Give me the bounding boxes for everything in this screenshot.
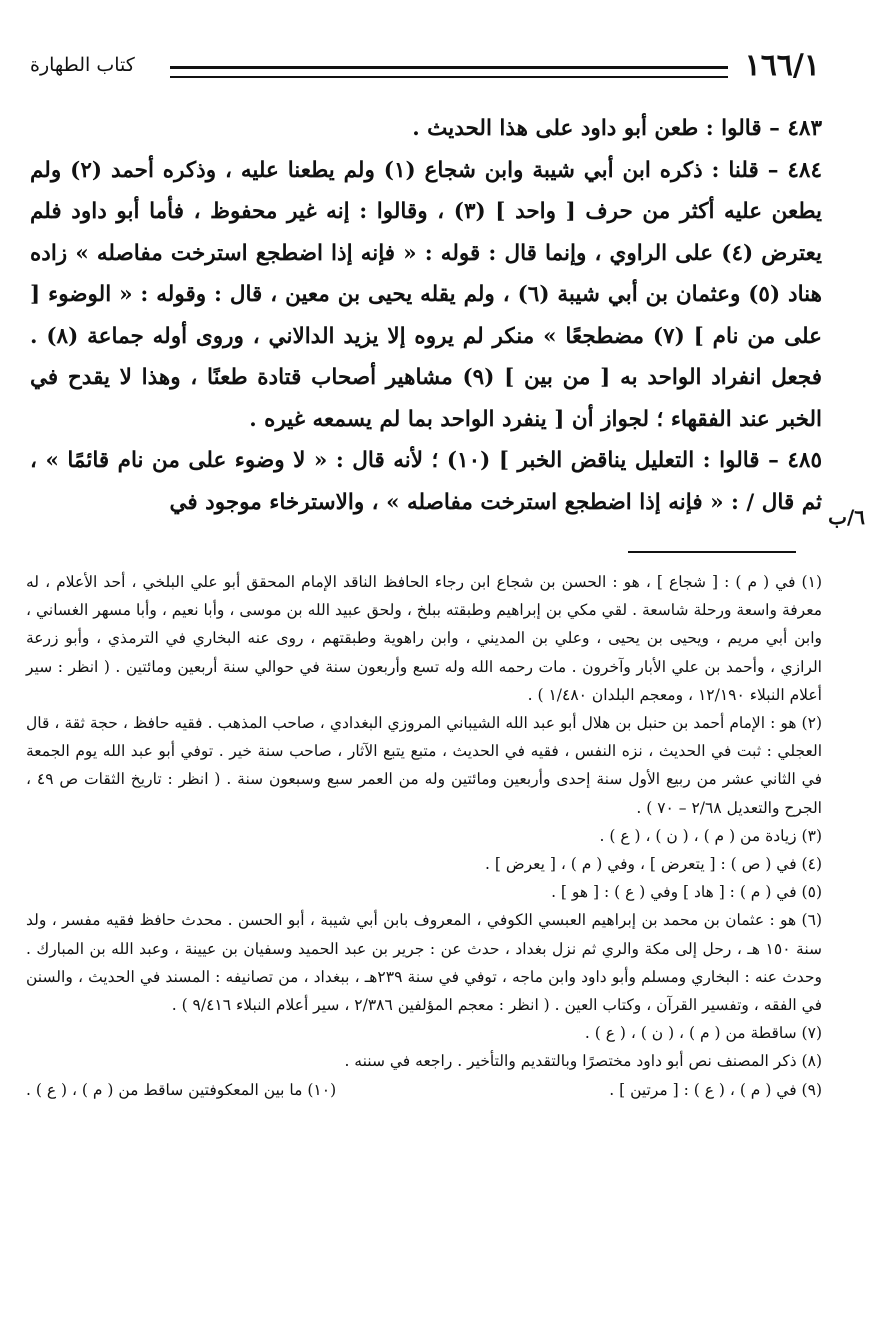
footnote-5: (٥) في ( م ) : [ هاد ] وفي ( ع ) : [ هو ] . xyxy=(551,883,822,902)
footnote-2: (٢) هو : الإمام أحمد بن حنبل بن هلال أبو عبد الله الشيباني المروزي البغدادي ، صاحب المذهب . فقيه حافظ ، حجة ثقة ، قال العجلي : ثبت في الحديث ، نزه النفس ، فقيه في الحديث ، متبع يتبع الآثار ، صاحب سنة خير . توفي أبو عبد الله يوم الجمعة في الثاني عشر من ربيع الأول سنة إحدى وأربعين ومائتين وله من العمر سبع وسبعون سنة . ( انظر : تاريخ الثقات ص ٤٩ ، الجرح والتعديل ٢/٦٨ – ٧٠ ) . xyxy=(26,714,822,817)
running-title: كتاب الطهارة xyxy=(30,54,135,76)
page-header xyxy=(30,48,820,88)
footnote-10: (١٠) ما بين المعكوفتين ساقط من ( م ) ، ( ع ) . xyxy=(26,1080,337,1099)
footnote-row-9-10 xyxy=(26,1076,822,1104)
paragraph-483: ٤٨٣ – قالوا : طعن أبو داود على هذا الحديث . xyxy=(412,116,822,141)
header-rule xyxy=(170,66,728,78)
footnotes xyxy=(26,568,822,1104)
footnote-8: (٨) ذكر المصنف نص أبو داود مختصرًا وبالتقديم والتأخير . راجعه في سننه . xyxy=(344,1052,822,1071)
footnote-separator xyxy=(628,551,796,553)
paragraph-484: ٤٨٤ – قلنا : ذكره ابن أبي شيبة وابن شجاع (١) ولم يطعنا عليه ، وذكره أحمد (٢) ولم يطعن عليه أكثر من حرف [ واحد ] (٣) ، وقالوا : إنه غير محفوظ ، فأما أبو داود فلم يعترض (٤) على الراوي ، وإنما قال : قوله : « فإنه إذا اضطجع استرخت مفاصله » زاده هناد (٥) وعثمان بن أبي شيبة (٦) ، ولم يقله يحيى بن معين ، قال : وقوله : « الوضوء [ على من نام ] (٧) مضطجعًا » منكر لم يروه إلا يزيد الدالاني ، وروى أوله جماعة (٨) . فجعل انفراد الواحد به [ من بين ] (٩) مشاهير أصحاب قتادة طعنًا ، وهذا لا يقدح في الخبر عند الفقهاء ؛ لجواز أن [ ينفرد الواحد بما لم يسمعه غيره . xyxy=(30,157,823,432)
page-number: ١٦٦/١ xyxy=(744,48,820,83)
main-text xyxy=(30,108,822,523)
footnote-1: (١) في ( م ) : [ شجاع ] ، هو : الحسن بن شجاع ابن رجاء الحافظ الناقد الإمام المحقق أبو علي البلخي ، أحد الأعلام ، له معرفة واسعة ورحلة شاسعة . لقي مكي بن إبراهيم وطبقته ببلخ ، ولحق عبيد الله بن موسى ، وأبا نعيم ، وأبا مسهر الغساني ، وابن أبي مريم ، ويحيى بن يحيى ، وعلي بن المديني ، وابن راهوية وطبقتهم ، روى عنه البخاري في الترمذي ، وأبو زرعة الرازي ، وأحمد بن علي الأبار وآخرون . مات رحمه الله وله تسع وأربعون سنة في حوالي سنة أربعين ومائتين . ( انظر : سير أعلام النبلاء ١٢/١٩٠ ، ومعجم البلدان ١/٤٨٠ ) . xyxy=(26,573,822,704)
footnote-4: (٤) في ( ص ) : [ يتعرض ] ، وفي ( م ) ، [ يعرض ] . xyxy=(485,855,822,874)
footnote-9: (٩) في ( م ) ، ( ع ) : [ مرتين ] . xyxy=(609,1080,822,1099)
footnote-3: (٣) زيادة من ( م ) ، ( ن ) ، ( ع ) . xyxy=(599,826,822,845)
paragraph-485: ٤٨٥ – قالوا : التعليل يناقض الخبر ] (١٠) ؛ لأنه قال : « لا وضوء على من نام قائمًا » ، ثم قال / : « فإنه إذا اضطجع استرخت مفاصله » ، والاسترخاء موجود في xyxy=(30,448,822,515)
manuscript-folio-marker: ٦/ب xyxy=(828,505,865,529)
footnote-6: (٦) هو : عثمان بن محمد بن إبراهيم العبسي الكوفي ، المعروف بابن أبي شيبة ، أبو الحسن . محدث حافظ فقيه مفسر ، ولد سنة ١٥٠ هـ ، رحل إلى مكة والري ثم نزل بغداد ، حدث عن : جرير بن عبد الحميد وسفيان بن عيينة ، وعبد الله بن المبارك . وحدث عنه : البخاري ومسلم وأبو داود وابن ماجه ، توفي في سنة ٢٣٩هـ ، ببغداد ، من تصانيفه : المسند في الحديث ، والسنن في الفقه ، وتفسير القرآن ، وكتاب العين . ( انظر : معجم المؤلفين ٢/٣٨٦ ، سير أعلام النبلاء ٩/٤١٦ ) . xyxy=(26,911,822,1015)
footnote-7: (٧) ساقطة من ( م ) ، ( ن ) ، ( ع ) . xyxy=(584,1024,822,1043)
